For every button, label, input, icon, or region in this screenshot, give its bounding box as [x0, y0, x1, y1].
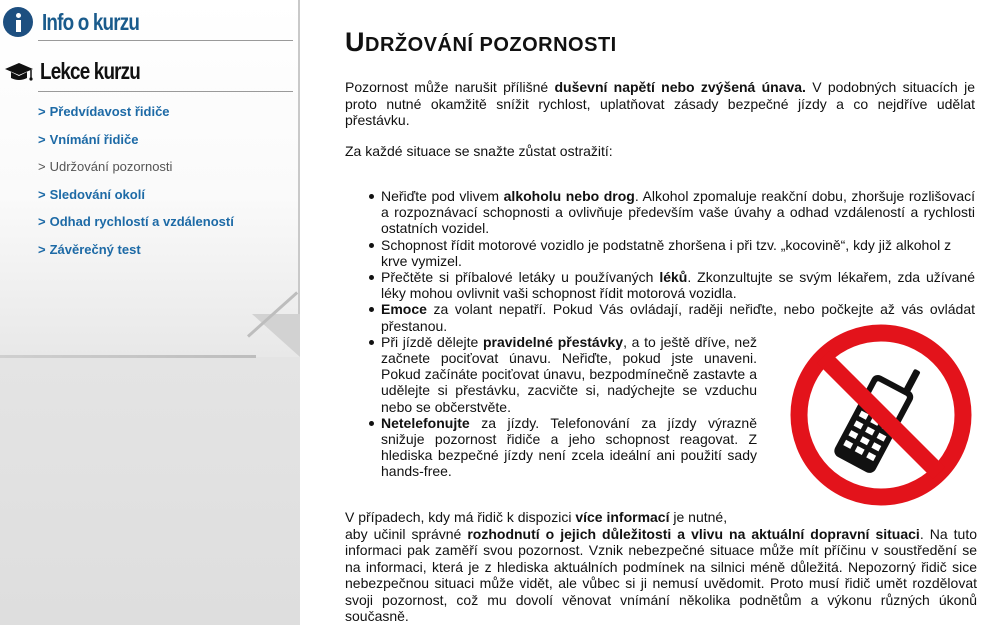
panel-fold-corner	[252, 314, 300, 357]
nav-item-label: Udržování pozornosti	[49, 159, 173, 174]
list-item	[381, 269, 975, 301]
emphasis: léků	[659, 269, 688, 286]
lead-paragraph: Za každé situace se snažte zůstat ostražití:	[345, 143, 613, 159]
info-o-kurzu-title: Info o kurzu	[42, 8, 140, 35]
text: je nutné,	[669, 509, 728, 525]
nav-item-label: Předvídavost řidiče	[49, 104, 170, 119]
text: . Alkohol zpomaluje reakční dobu, zhoršuje rozlišovací a rozpoznávací schopnosti a ovlivňuje především vaše úvahy a odhad vzdáleností a rychlosti ostatních vozidel.	[381, 188, 976, 237]
closing-first-line	[345, 509, 977, 526]
text: , a to ještě dříve, než začnete pociťovat únavu. Neřiďte, pokud jste unaveni. Pokud začínáte pociťovat únavu, bezpodmínečně zastavte a udělejte si přestávku, zacvičte si, nadýchejte se vzduchu nebo se občerstvěte.	[381, 333, 757, 415]
emphasis: Netelefonujte	[381, 414, 470, 431]
nav-prefix: >	[38, 104, 46, 119]
text: Neřiďte pod vlivem	[381, 188, 504, 204]
nav-prefix: >	[38, 159, 46, 174]
nav-item-label: Závěrečný test	[49, 241, 141, 257]
closing-paragraph	[345, 509, 977, 625]
info-icon	[3, 7, 33, 37]
lesson-nav	[38, 102, 234, 267]
list-item	[381, 237, 975, 269]
sidebar	[0, 0, 300, 625]
text: . Zkonzultujte se svým lékařem, zda užívané léky mohou ovlivnit vaši schopnost řídit motorová vozidla.	[381, 269, 975, 302]
divider	[38, 91, 293, 92]
emphasis: rozhodnutí o jejich důležitosti a vlivu na aktuální dopravní situaci	[467, 525, 920, 542]
intro-paragraph	[345, 79, 975, 129]
divider	[38, 40, 293, 41]
nav-item-label: Sledování okolí	[49, 186, 145, 202]
text: aby učinil správné	[345, 525, 468, 542]
nav-item-udrzovani-current[interactable]	[38, 157, 234, 185]
nav-item-label: Vnímání řidiče	[49, 131, 139, 147]
lekce-kurzu-link[interactable]	[0, 58, 162, 85]
text: V případech, kdy má řidič k dispozici	[345, 509, 576, 525]
text: za volant nepatří. Pokud Vás ovládají, raději neřiďte, nebo počkejte až vás ovládat přestanou.	[381, 301, 975, 334]
list-item	[381, 415, 757, 480]
page-title	[345, 27, 617, 58]
list-item	[381, 334, 757, 415]
emphasis: duševní napětí nebo zvýšená únava.	[554, 79, 806, 95]
text: Při jízdě dělejte	[381, 333, 483, 350]
nav-prefix: >	[38, 241, 46, 257]
nav-item-label: Odhad rychlostí a vzdáleností	[49, 214, 234, 229]
lekce-kurzu-title: Lekce kurzu	[40, 58, 141, 84]
title-initial: U	[345, 27, 365, 57]
text: Schopnost řídit motorové vozidlo je podstatně zhoršena i při tzv. „kocovině“, kdy již alkohol z krve vymizel.	[381, 236, 952, 269]
info-o-kurzu-link[interactable]	[0, 7, 160, 37]
graduation-cap-icon	[4, 61, 34, 83]
emphasis: pravidelné přestávky	[482, 333, 624, 350]
text: . Na tuto informaci pak zaměří svou pozornost. Vznik nebezpečné situace může mít příčinu v soustředění se na informaci, která je z hlediska aktuálních podmínek na silnici méně důležitá. Nepozorný řidič sice nebezpečnou situaci může vidět, ale vůbec si ji nemusí uvědomit. Proto musí řidič umět rozdělovat svoji pozornost, což mu dovolí věnovat vnímání několika podnětům a výkonu různých úkonů současně.	[345, 525, 977, 624]
no-phone-sign-icon	[787, 321, 975, 509]
emphasis: alkoholu nebo drog	[503, 188, 635, 204]
nav-prefix: >	[38, 214, 46, 229]
text: Pozornost může narušit přílišné	[345, 79, 555, 95]
panel-border	[298, 0, 300, 316]
nav-item-sledovani[interactable]	[38, 185, 234, 213]
text: V podobných situacích je proto nutné okamžitě snížit rychlost, uplatňovat zásady bezpečné jízdy a co nejdříve udělat přestávku.	[345, 79, 975, 128]
text: za jízdy. Telefonování za jízdy výrazně snižuje pozornost řidiče a jeho schopnost reagovat. Z hlediska bezpečné jízdy není zcela ideální ani použití sady hands-free.	[381, 414, 757, 480]
nav-item-predvidavost[interactable]	[38, 102, 234, 130]
nav-prefix: >	[38, 186, 46, 202]
panel-bottom-edge	[0, 355, 256, 358]
nav-prefix: >	[38, 131, 46, 147]
nav-item-test[interactable]	[38, 240, 234, 268]
nav-item-vnimani[interactable]	[38, 130, 234, 158]
emphasis: Emoce	[381, 301, 427, 318]
title-rest: DRŽOVÁNÍ POZORNOSTI	[365, 34, 617, 56]
emphasis: více informací	[575, 509, 670, 525]
list-item	[381, 188, 975, 237]
nav-item-odhad[interactable]	[38, 212, 234, 240]
text: Přečtěte si příbalové letáky u používaných	[381, 269, 660, 286]
